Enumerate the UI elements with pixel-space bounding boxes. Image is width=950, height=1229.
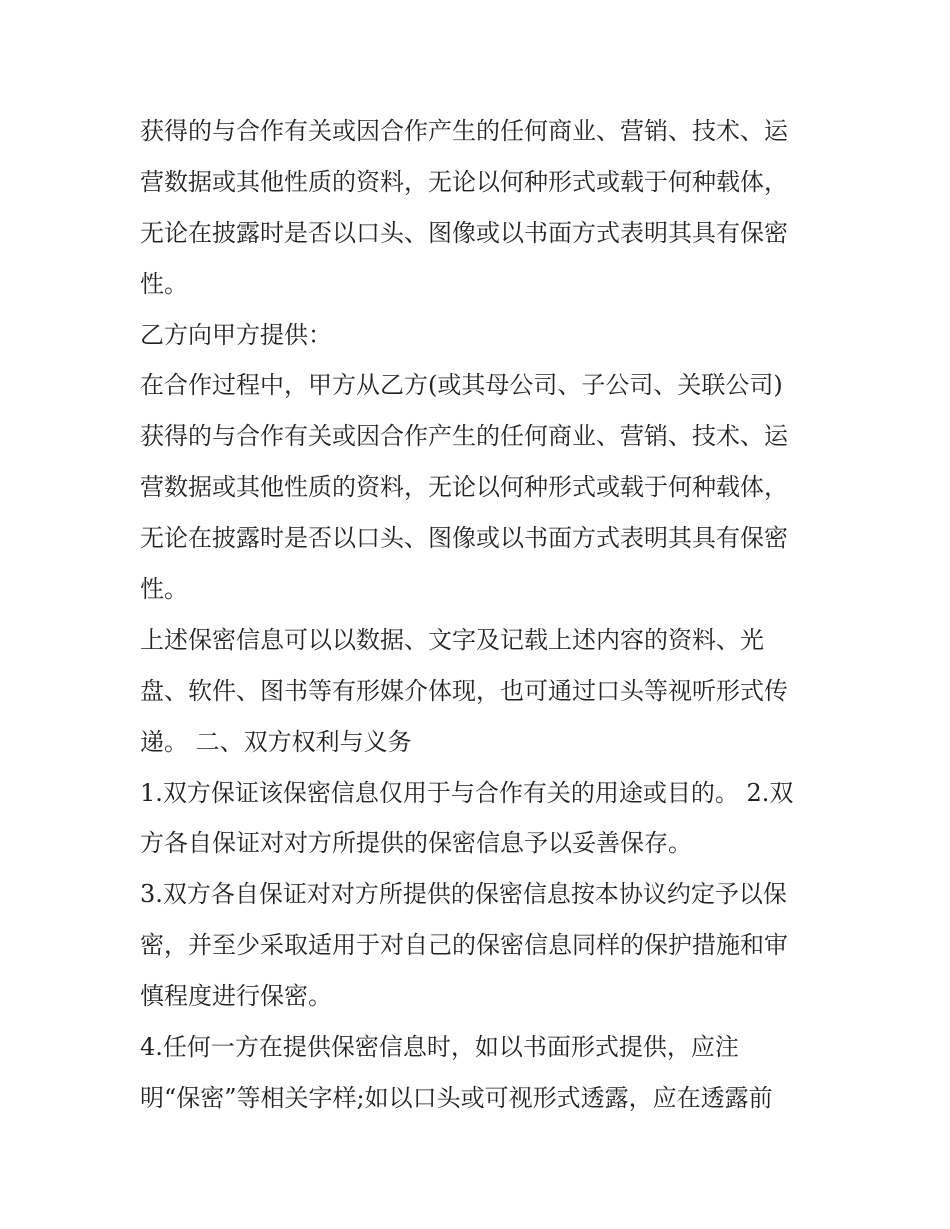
text-line: 方各自保证对对方所提供的保密信息予以妥善保存。 xyxy=(140,829,692,858)
text-line: 4.任何一方在提供保密信息时，如以书面形式提供，应注 xyxy=(140,1033,739,1062)
text-line: 密，并至少采取适用于对自己的保密信息同样的保护措施和审 xyxy=(140,931,788,960)
text-line: 明“保密”等相关字样;如以口头或可视形式透露，应在透露前 xyxy=(140,1083,773,1112)
text-line: 获得的与合作有关或因合作产生的任何商业、营销、技术、运 xyxy=(140,117,788,145)
text-line: 3.双方各自保证对对方所提供的保密信息按本协议约定予以保 xyxy=(140,880,787,909)
text-line: 获得的与合作有关或因合作产生的任何商业、营销、技术、运 xyxy=(140,422,788,451)
text-line: 盘、软件、图书等有形媒介体现，也可通过口头等视听形式传 xyxy=(140,676,788,705)
text-line: 无论在披露时是否以口头、图像或以书面方式表明其具有保密 xyxy=(140,524,788,553)
document-body xyxy=(140,106,820,1124)
text-line: 慎程度进行保密。 xyxy=(140,982,332,1011)
text-line: 上述保密信息可以以数据、文字及记载上述内容的资料、光 xyxy=(140,625,764,654)
text-line: 性。 xyxy=(140,269,188,298)
text-line: 递。 二、双方权利与义务 xyxy=(140,727,412,756)
text-line: 在合作过程中，甲方从乙方(或其母公司、子公司、关联公司) xyxy=(140,371,783,400)
text-line: 营数据或其他性质的资料，无论以何种形式或载于何种载体， xyxy=(140,167,788,196)
text-line: 乙方向甲方提供： xyxy=(140,320,332,349)
text-line: 性。 xyxy=(140,575,188,604)
text-line: 营数据或其他性质的资料，无论以何种形式或载于何种载体， xyxy=(140,473,788,502)
text-line: 1.双方保证该保密信息仅用于与合作有关的用途或目的。 2.双 xyxy=(140,778,794,807)
text-line: 无论在披露时是否以口头、图像或以书面方式表明其具有保密 xyxy=(140,218,788,247)
